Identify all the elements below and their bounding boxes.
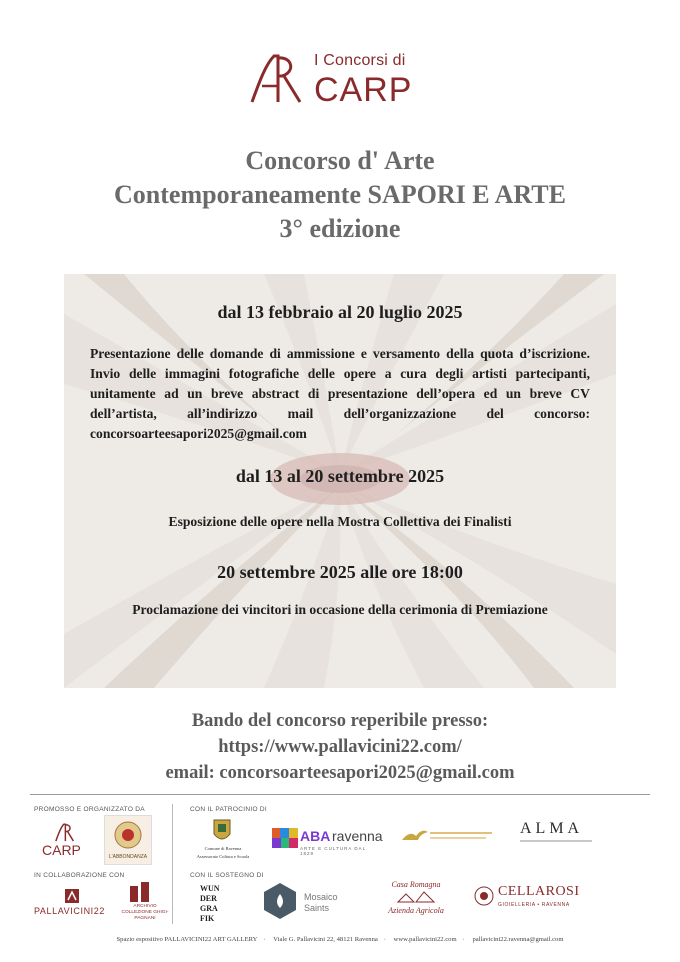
wunder-line-4: FIK xyxy=(200,914,215,923)
ravenna-crest-icon xyxy=(212,818,232,844)
wunder-line-3: GRA xyxy=(200,904,218,913)
carp-small-monogram-icon xyxy=(54,822,76,844)
period-2-title: dal 13 al 20 settembre 2025 xyxy=(235,466,445,486)
logo-subtitle: I Concorsi di xyxy=(314,52,406,69)
casa-romagna-logo xyxy=(376,880,456,922)
bando-section xyxy=(0,708,680,786)
footer-website-link[interactable]: www.pallavicini22.com xyxy=(393,936,457,943)
logo-title: CARP xyxy=(314,71,413,109)
alma-logo xyxy=(516,820,596,848)
abbondanza-emblem-icon xyxy=(113,820,143,850)
promoted-label: PROMOSSO E ORGANIZZATO DA xyxy=(34,806,145,813)
casa-text: Casa Romagna xyxy=(391,880,441,889)
hexagon-drop-icon xyxy=(262,882,298,920)
bird-logo-line xyxy=(430,832,492,834)
aba-text: ABA xyxy=(300,828,331,844)
carp-small-logo xyxy=(42,822,92,862)
archivio-text: ARCHIVIO COLLEZIONE GHIGI-PAGNANI xyxy=(121,904,169,921)
carp-logo xyxy=(248,50,418,114)
bando-website-link[interactable]: https://www.pallavicini22.com/ xyxy=(218,737,462,757)
archivio-mark-icon xyxy=(130,882,152,902)
mosaico-saints-logo xyxy=(262,882,352,922)
pallavicini-logo xyxy=(34,888,114,918)
bando-email-link[interactable]: email: concorsoarteesapori2025@gmail.com xyxy=(165,763,515,783)
carp-small-text: CARP xyxy=(42,842,81,858)
casa-text-2: Azienda Agricola xyxy=(388,906,444,915)
mosaico-text: Mosaico xyxy=(304,892,338,902)
farmhouse-icon xyxy=(396,890,436,904)
footer-email-link[interactable]: pallavicini22.ravenna@gmail.com xyxy=(472,936,564,943)
pallavicini-text: PALLAVICINI22 xyxy=(34,906,105,916)
divider xyxy=(30,794,650,795)
schedule-panel xyxy=(64,274,616,688)
archivio-logo xyxy=(118,882,168,920)
aba-ravenna-text: ravenna xyxy=(332,828,383,844)
wunder-line-1: WUN xyxy=(200,884,220,893)
pallavicini-mark-icon xyxy=(64,888,80,904)
period-3-title: 20 settembre 2025 alle ore 18:00 xyxy=(217,562,463,582)
abbondanza-logo xyxy=(104,815,152,865)
bird-institution-logo xyxy=(402,826,494,848)
period-2-text: Esposizione delle opere nella Mostra Collettiva dei Finalisti xyxy=(168,514,512,529)
patronage-label: CON IL PATROCINIO DI xyxy=(190,806,268,813)
period-1-text: Presentazione delle domande di ammissione e versamento della quota d’iscrizione. Invio delle immagini fotografiche delle opere a cura degli artisti partecipanti, unitamente ad un breve abstract di presentazione dell’opera ed un breve CV dell’artista, all’indirizzo mail dell’organizzazione del concorso: concorsoarteesapori2025@gmail.com xyxy=(90,346,590,441)
cellarosi-circle-icon xyxy=(474,886,494,906)
title-line-1: Concorso d' Arte xyxy=(245,146,435,175)
period-3-text: Proclamazione dei vincitori in occasione della cerimonia di Premiazione xyxy=(132,602,548,617)
cellarosi-text: CELLAROSI xyxy=(498,884,580,899)
alma-underline xyxy=(520,840,592,842)
bird-logo-line-2 xyxy=(430,837,486,839)
footer: Spazio espositivo PALLAVICINI22 ART GALLERY · Viale G. Pallavicini 22, 48121 Ravenna · www.pallavicini22.com · pallavicini22.ravenna@gmail.com xyxy=(116,936,564,943)
collaboration-label: IN COLLABORAZIONE CON xyxy=(34,872,125,879)
wundergrafik-logo xyxy=(200,884,240,932)
title-line-2: Contemporaneamente SAPORI E ARTE xyxy=(114,180,566,209)
footer-venue: Spazio espositivo PALLAVICINI22 ART GALLERY xyxy=(116,936,258,943)
carp-monogram-icon xyxy=(248,50,306,110)
comune-ravenna-logo xyxy=(190,818,256,864)
assessorato-text: Assessorato Cultura e Scuola xyxy=(196,854,250,859)
cellarosi-subtext: GIOIELLERIA • RAVENNA xyxy=(498,902,570,908)
bird-icon xyxy=(402,828,428,844)
period-1-title: dal 13 febbraio al 20 luglio 2025 xyxy=(217,302,463,322)
title-line-3: 3° edizione xyxy=(279,214,401,243)
mosaico-text-2: Saints xyxy=(304,903,330,913)
bando-line-1: Bando del concorso reperibile presso: xyxy=(191,711,489,731)
cellarosi-logo xyxy=(474,884,594,914)
aba-color-blocks-icon xyxy=(272,828,298,848)
column-divider xyxy=(172,804,173,924)
comune-text: Comune di Ravenna xyxy=(204,846,242,851)
wunder-line-2: DER xyxy=(200,894,217,903)
support-label: CON IL SOSTEGNO DI xyxy=(190,872,264,879)
alma-text: ALMA xyxy=(520,820,584,837)
abbondanza-text: L'ABBONDANZA xyxy=(108,854,148,860)
aba-ravenna-logo xyxy=(272,826,382,854)
page-title xyxy=(0,144,680,246)
aba-subtext: ARTE E CULTURA DAL 1829 xyxy=(300,846,366,856)
footer-address: Viale G. Pallavicini 22, 48121 Ravenna xyxy=(273,936,378,943)
